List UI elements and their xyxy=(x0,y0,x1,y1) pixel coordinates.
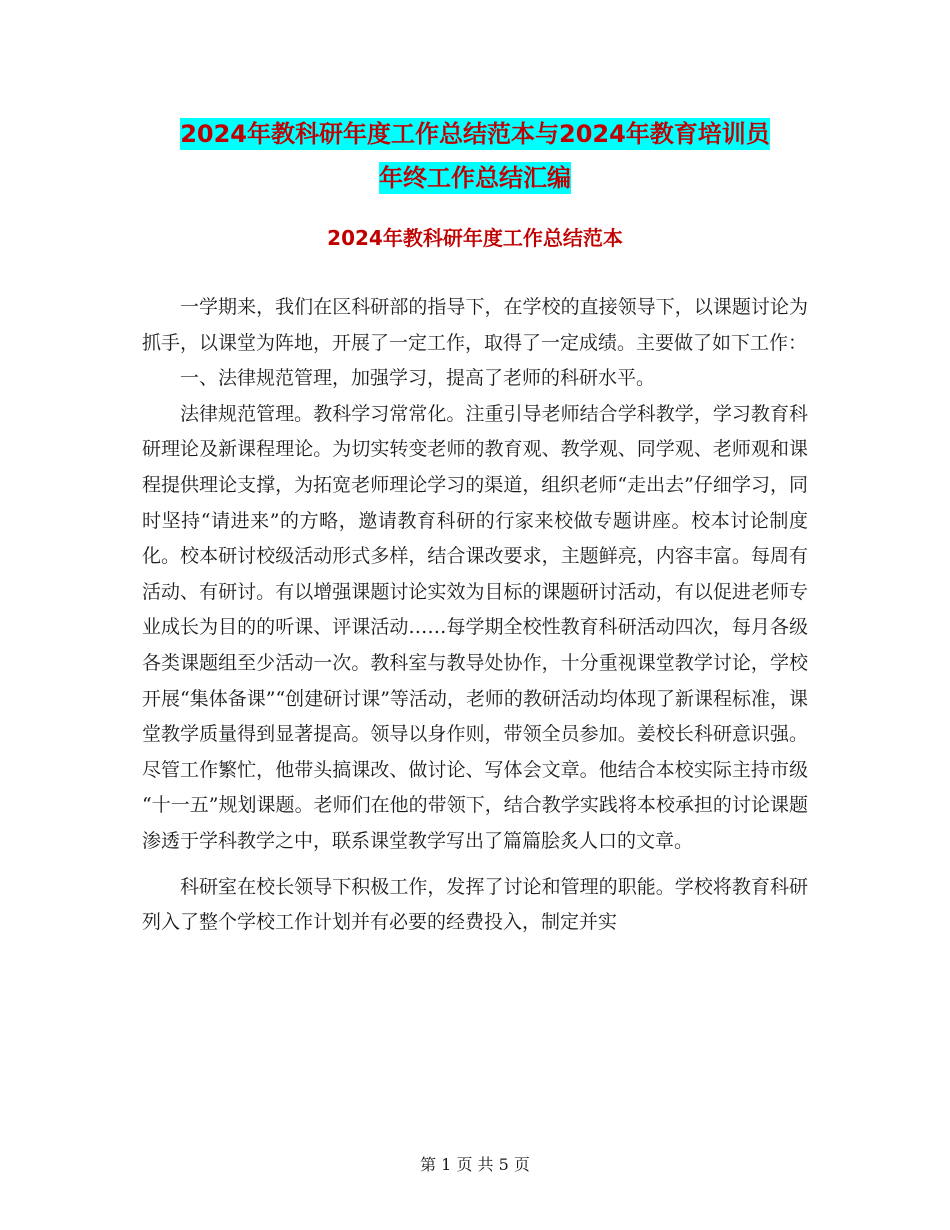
paragraph-research-office: 科研室在校长领导下积极工作，发挥了讨论和管理的职能。学校将教育科研列入了整个学校工作计划并有必要的经费投入，制定并实 xyxy=(142,875,808,934)
title-highlight-2: 年终工作总结汇编 xyxy=(379,164,571,192)
section-title: 2024年教科研年度工作总结范本 xyxy=(327,226,623,250)
document-title xyxy=(0,112,950,200)
document-title-line-2 xyxy=(0,156,950,200)
paragraph-heading-1: 一、法律规范管理，加强学习，提高了老师的科研水平。 xyxy=(180,367,656,390)
paragraph-intro: 一学期来，我们在区科研部的指导下，在学校的直接领导下，以课题讨论为抓手，以课堂为阵地，开展了一定工作，取得了一定成绩。主要做了如下工作： xyxy=(142,296,808,354)
title-highlight-1: 2024年教科研年度工作总结范本与2024年教育培训员 xyxy=(180,120,770,148)
paragraph-management: 法律规范管理。教科学习常常化。注重引导老师结合学科教学，学习教育科研理论及新课程理论。为切实转变老师的教育观、教学观、同学观、老师观和课程提供理论支撑，为拓宽老师理论学习的渠道，组织老师“走出去”仔细学习，同时坚持“请进来”的方略，邀请教育科研的行家来校做专题讲座。校本讨论制度化。校本研讨校级活动形式多样，结合课改要求，主题鲜亮，内容丰富。每周有活动、有研讨。有以增强课题讨论实效为目标的课题研讨活动，有以促进老师专业成长为目的的听课、评课活动……每学期全校性教育科研活动四次，每月各级各类课题组至少活动一次。教科室与教导处协作，十分重视课堂教学讨论，学校开展“集体备课”“创建研讨课”等活动，老师的教研活动均体现了新课程标准，课堂教学质量得到显著提高。领导以身作则，带领全员参加。姜校长科研意识强。尽管工作繁忙，他带头搞课改、做讨论、写体会文章。他结合本校实际主持市级 “十一五”规划课题。老师们在他的带领下，结合教学实践将本校承担的讨论课题渗透于学科教学之中，联系课堂教学写出了篇篇脍炙人口的文章。 xyxy=(142,402,808,852)
document-title-line-1 xyxy=(0,112,950,156)
document-body xyxy=(142,290,808,941)
page-footer: 第 1 页 共 5 页 xyxy=(420,1155,530,1174)
